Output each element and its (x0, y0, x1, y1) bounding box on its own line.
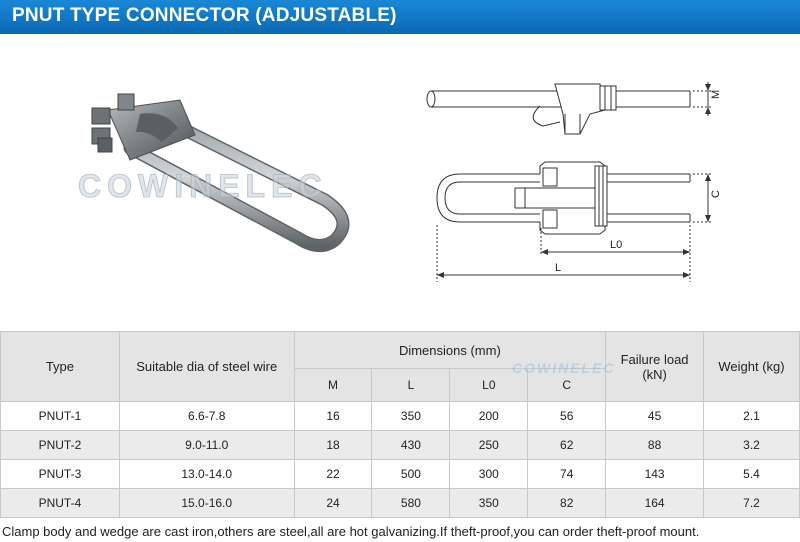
cell-type: PNUT-1 (1, 402, 120, 431)
dim-label-m: M (710, 89, 722, 99)
header-weight: Weight (kg) (704, 332, 800, 402)
watermark: COWINELEC (78, 168, 328, 204)
table-row (1, 489, 800, 518)
cell-load: 143 (606, 460, 704, 489)
subheader-l0: L0 (450, 369, 528, 402)
header-failure-load: Failure load (kN) (606, 332, 704, 402)
technical-drawing (415, 70, 725, 290)
dim-label-c: C (710, 190, 722, 198)
header-wire: Suitable dia of steel wire (119, 332, 294, 402)
page-title: PNUT TYPE CONNECTOR (ADJUSTABLE) (12, 5, 397, 26)
dim-label-l0: L0 (610, 239, 623, 251)
cell-m: 18 (294, 431, 372, 460)
subheader-c: C (528, 369, 606, 402)
cell-c: 62 (528, 431, 606, 460)
header-type: Type (1, 332, 120, 402)
subheader-l: L (372, 369, 450, 402)
cell-wire: 6.6-7.8 (119, 402, 294, 431)
cell-type: PNUT-2 (1, 431, 120, 460)
table-watermark: COWINELEC (512, 360, 616, 376)
dim-label-l: L (555, 262, 562, 274)
cell-weight: 2.1 (704, 402, 800, 431)
cell-weight: 3.2 (704, 431, 800, 460)
cell-l: 430 (372, 431, 450, 460)
cell-weight: 7.2 (704, 489, 800, 518)
cell-load: 88 (606, 431, 704, 460)
cell-l0: 300 (450, 460, 528, 489)
spec-table (0, 331, 800, 518)
table-row (1, 460, 800, 489)
table-header-row (1, 332, 800, 369)
cell-wire: 9.0-11.0 (119, 431, 294, 460)
cell-l0: 200 (450, 402, 528, 431)
cell-m: 16 (294, 402, 372, 431)
cell-m: 22 (294, 460, 372, 489)
footnote: Clamp body and wedge are cast iron,others are steel,all are hot galvanizing.If theft-proof,you can order theft-proof mount. (2, 524, 700, 539)
cell-c: 82 (528, 489, 606, 518)
cell-l: 350 (372, 402, 450, 431)
table-row (1, 431, 800, 460)
cell-m: 24 (294, 489, 372, 518)
cell-c: 56 (528, 402, 606, 431)
cell-weight: 5.4 (704, 460, 800, 489)
title-bar (0, 0, 800, 34)
cell-wire: 15.0-16.0 (119, 489, 294, 518)
cell-load: 164 (606, 489, 704, 518)
cell-type: PNUT-3 (1, 460, 120, 489)
cell-c: 74 (528, 460, 606, 489)
cell-wire: 13.0-14.0 (119, 460, 294, 489)
cell-l: 580 (372, 489, 450, 518)
cell-load: 45 (606, 402, 704, 431)
subheader-m: M (294, 369, 372, 402)
cell-l0: 250 (450, 431, 528, 460)
table-row (1, 402, 800, 431)
cell-type: PNUT-4 (1, 489, 120, 518)
cell-l0: 350 (450, 489, 528, 518)
header-dimensions: Dimensions (mm) (294, 332, 606, 369)
cell-l: 500 (372, 460, 450, 489)
